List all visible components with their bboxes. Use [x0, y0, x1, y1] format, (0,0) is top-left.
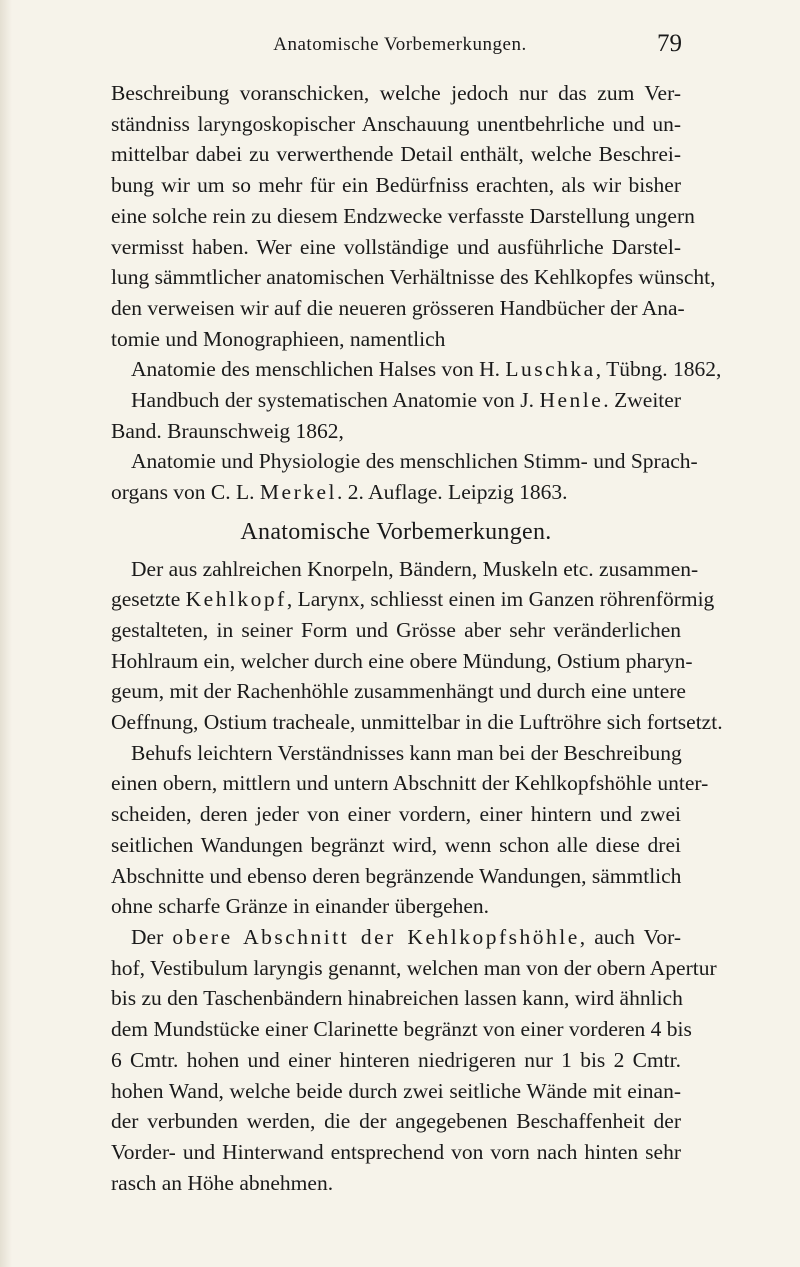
reference-text: Handbuch der systematischen Anatomie von J. — [131, 388, 540, 413]
text-line — [111, 922, 681, 953]
text-line: rasch an Höhe abnehmen. — [111, 1170, 334, 1195]
text-line: dem Mundstücke einer Clarinette begränzt von einer vorderen 4 bis — [111, 1017, 692, 1042]
text-line: Abschnitte und ebenso deren begränzende Wandungen, sämmtlich — [111, 863, 682, 888]
section-heading: Anatomische Vorbemerkungen. — [240, 518, 552, 545]
text-line: geum, mit der Rachenhöhle zusammenhängt und durch eine untere — [111, 679, 686, 704]
text-run: , auch Vor- — [579, 924, 681, 949]
reference-merkel: Anatomie und Physiologie des menschlichen Stimm- und Sprach- — [131, 449, 698, 474]
text-line: ohne scharfe Gränze in einander übergehen. — [111, 894, 490, 919]
text-line: einen obern, mittlern und untern Abschnitt der Kehlkopfshöhle unter- — [111, 771, 709, 796]
text-line: hohen Wand, welche beide durch zwei seitliche Wände mit einan- — [111, 1078, 681, 1103]
text-line: ständniss laryngoskopischer Anschauung unentbehrliche und un- — [111, 111, 681, 136]
page-number: 79 — [657, 30, 682, 57]
reference-henle — [111, 385, 681, 416]
text-line: gestalteten, in seiner Form und Grösse aber sehr veränderlichen — [111, 617, 681, 642]
text-line — [111, 584, 715, 615]
text-line: Oeffnung, Ostium tracheale, unmittelbar in die Luftröhre sich fortsetzt. — [111, 710, 723, 735]
text-run: , Larynx, schliesst einen im Ganzen röhrenförmig — [286, 587, 715, 612]
text-line: scheiden, deren jeder von einer vordern, einer hintern und zwei — [111, 802, 681, 827]
text-line: hof, Vestibulum laryngis genannt, welchen man von der obern Apertur — [111, 955, 717, 980]
author-name: Luschka — [505, 357, 596, 382]
reference-text: . Zweiter — [603, 388, 681, 413]
running-header — [0, 30, 800, 60]
body-text — [111, 78, 723, 1198]
text-line: eine solche rein zu diesem Endzwecke verfasste Darstellung ungern — [111, 203, 695, 228]
page-edge-shadow — [0, 0, 12, 1267]
reference-luschka — [111, 354, 722, 385]
text-line: tomie und Monographieen, namentlich — [111, 326, 446, 351]
author-name: Merkel — [259, 480, 337, 505]
reference-text: . 2. Auflage. Leipzig 1863. — [337, 480, 568, 505]
author-name: Henle — [539, 388, 604, 413]
text-line: Hohlraum ein, welcher durch eine obere Mündung, Ostium pharyn- — [111, 648, 693, 673]
text-run: gesetzte — [111, 587, 186, 612]
text-run: Der — [131, 924, 173, 949]
reference-text: , Tübng. 1862, — [595, 357, 722, 382]
term-oberer-abschnitt: obere Abschnitt der Kehlkopfshöhle — [172, 924, 580, 949]
reference-text: Anatomie des menschlichen Halses von H. — [131, 357, 506, 382]
text-line: Behufs leichtern Verständnisses kann man bei der Beschreibung — [131, 740, 682, 765]
text-line: lung sämmtlicher anatomischen Verhältnisse des Kehlkopfes wünscht, — [111, 265, 716, 290]
text-line: der verbunden werden, die der angegebenen Beschaffenheit der — [111, 1109, 681, 1134]
text-line: mittelbar dabei zu verwerthende Detail enthält, welche Beschrei- — [111, 142, 681, 167]
text-line: bung wir um so mehr für ein Bedürfniss erachten, als wir bisher — [111, 173, 681, 198]
text-line: seitlichen Wandungen begränzt wird, wenn schon alle diese drei — [111, 832, 681, 857]
text-line: bis zu den Taschenbändern hinabreichen lassen kann, wird ähnlich — [111, 986, 683, 1011]
reference-henle-continued: Band. Braunschweig 1862, — [111, 418, 344, 443]
text-line: Der aus zahlreichen Knorpeln, Bändern, Muskeln etc. zusammen- — [131, 556, 699, 581]
text-line: den verweisen wir auf die neueren grösseren Handbücher der Ana- — [111, 295, 685, 320]
running-title: Anatomische Vorbemerkungen. — [273, 34, 527, 55]
reference-text: organs von C. L. — [111, 480, 260, 505]
reference-merkel-continued — [111, 477, 681, 508]
term-kehlkopf: Kehlkopf — [185, 587, 287, 612]
text-line: vermisst haben. Wer eine vollständige und ausführliche Darstel- — [111, 234, 681, 259]
text-line: Vorder- und Hinterwand entsprechend von vorn nach hinten sehr — [111, 1139, 681, 1164]
text-line: 6 Cmtr. hohen und einer hinteren niedrigeren nur 1 bis 2 Cmtr. — [111, 1047, 681, 1072]
text-line: Beschreibung voranschicken, welche jedoch nur das zum Ver- — [111, 81, 681, 105]
